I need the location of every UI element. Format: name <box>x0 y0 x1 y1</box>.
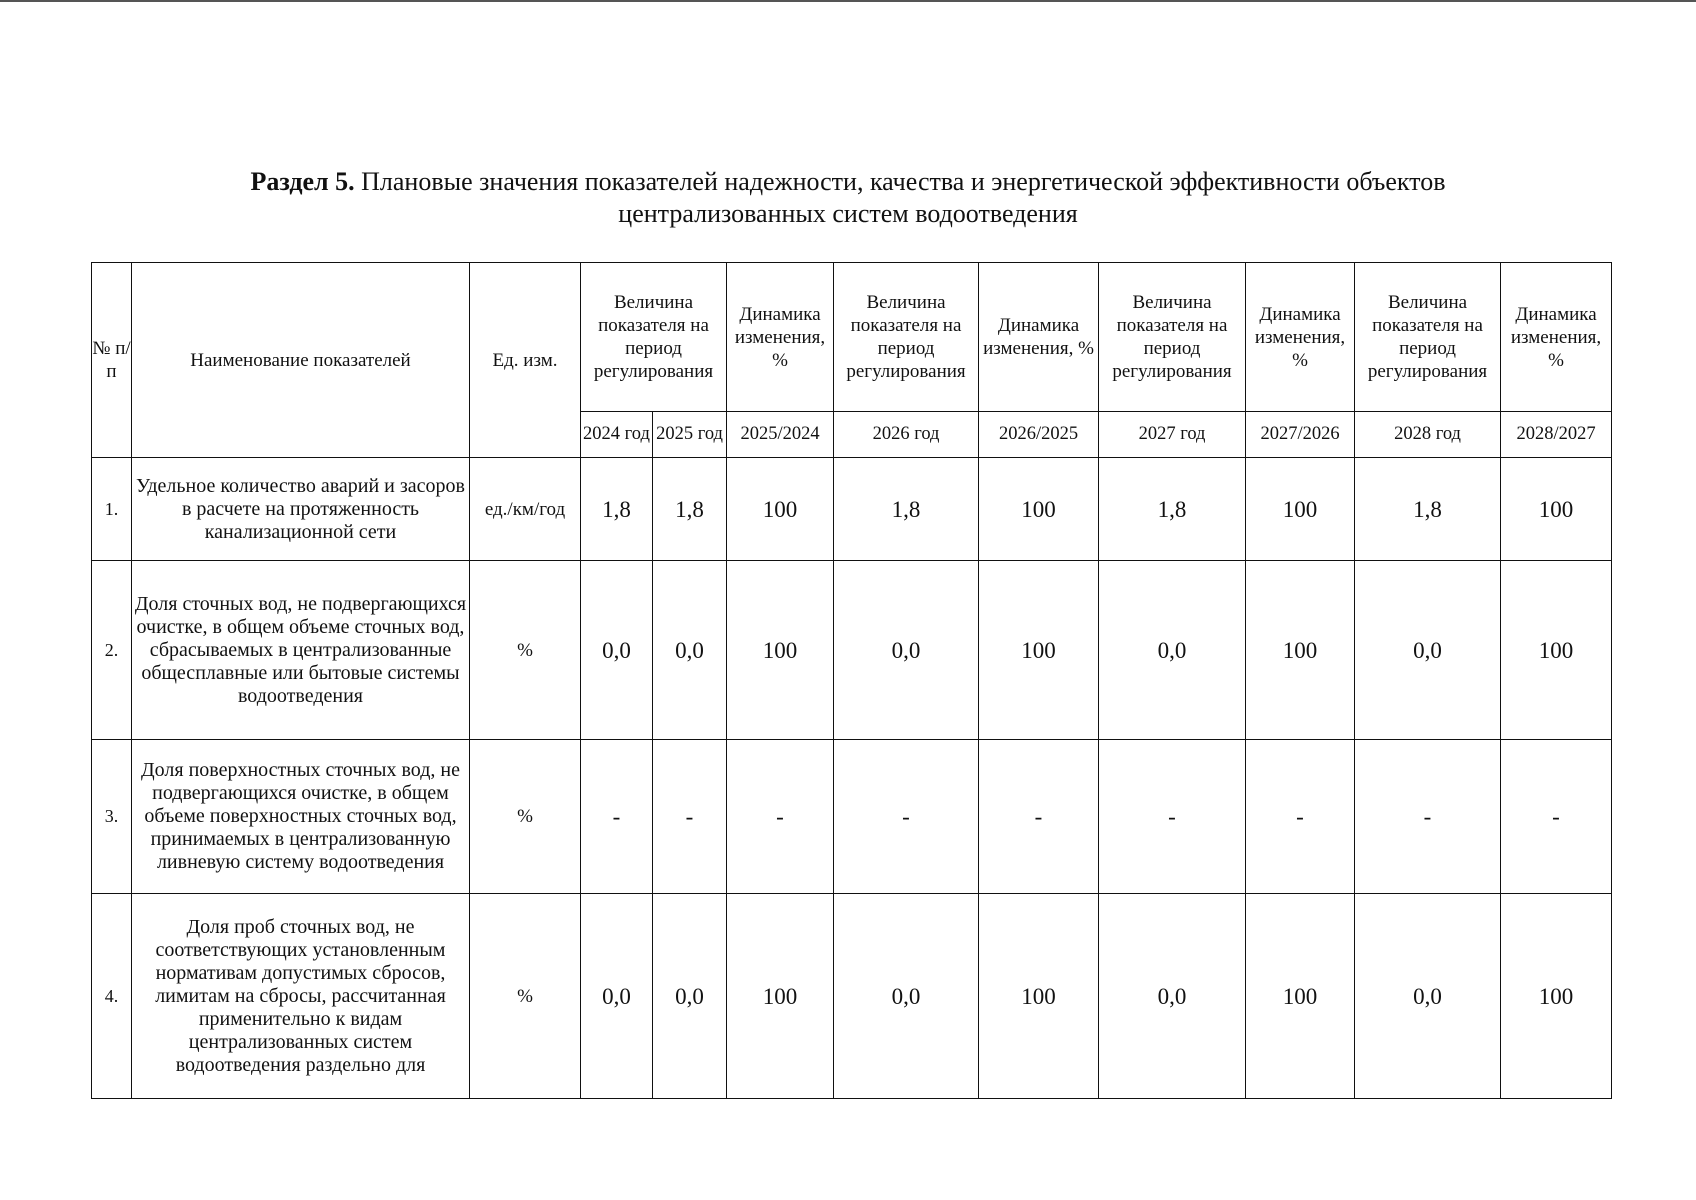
section-title <box>0 166 1696 230</box>
indicator-unit: % <box>470 561 581 740</box>
subheader-2027-2026: 2027/2026 <box>1246 412 1355 458</box>
subheader-2028: 2028 год <box>1355 412 1501 458</box>
value-2024: - <box>581 740 653 894</box>
table-row <box>92 458 1612 561</box>
indicator-unit: ед./км/год <box>470 458 581 561</box>
value-2026: 0,0 <box>834 561 979 740</box>
subheader-2026: 2026 год <box>834 412 979 458</box>
row-number: 4. <box>92 894 132 1099</box>
value-2028: 0,0 <box>1355 894 1501 1099</box>
indicator-name: Доля проб сточных вод, не соответствующих установленным нормативам допустимых сбросов, лимитам на сбросы, рассчитанная применительно к видам централизованных систем водоотведения раздельно для <box>132 894 470 1099</box>
subheader-2027: 2027 год <box>1099 412 1246 458</box>
table-row <box>92 561 1612 740</box>
value-2026: 0,0 <box>834 894 979 1099</box>
dynamics-2028-2027: 100 <box>1501 561 1612 740</box>
dynamics-2026-2025: 100 <box>979 894 1099 1099</box>
dynamics-2027-2026: 100 <box>1246 458 1355 561</box>
dynamics-2028-2027: 100 <box>1501 458 1612 561</box>
subheader-2024: 2024 год <box>581 412 653 458</box>
subheader-2025-2024: 2025/2024 <box>727 412 834 458</box>
value-2026: 1,8 <box>834 458 979 561</box>
subheader-2028-2027: 2028/2027 <box>1501 412 1612 458</box>
col-header-value-2026: Величина показателя на период регулирования <box>834 263 979 412</box>
row-number: 3. <box>92 740 132 894</box>
value-2025: 1,8 <box>653 458 727 561</box>
col-header-dynamics-4: Динамика изменения, % <box>1501 263 1612 412</box>
col-header-num: № п/п <box>92 263 132 458</box>
indicator-name: Доля сточных вод, не подвергающихся очистке, в общем объеме сточных вод, сбрасываемых в централизованные общесплавные или бытовые системы водоотведения <box>132 561 470 740</box>
value-2028: - <box>1355 740 1501 894</box>
row-number: 2. <box>92 561 132 740</box>
value-2027: 1,8 <box>1099 458 1246 561</box>
col-header-value-2027: Величина показателя на период регулирования <box>1099 263 1246 412</box>
dynamics-2026-2025: 100 <box>979 458 1099 561</box>
subheader-2025: 2025 год <box>653 412 727 458</box>
dynamics-2025-2024: 100 <box>727 894 834 1099</box>
indicator-name: Удельное количество аварий и засоров в расчете на протяженность канализационной сети <box>132 458 470 561</box>
dynamics-2026-2025: - <box>979 740 1099 894</box>
dynamics-2028-2027: 100 <box>1501 894 1612 1099</box>
table-row <box>92 894 1612 1099</box>
col-header-value-2028: Величина показателя на период регулирования <box>1355 263 1501 412</box>
value-2024: 0,0 <box>581 894 653 1099</box>
indicator-unit: % <box>470 894 581 1099</box>
col-header-unit: Ед. изм. <box>470 263 581 458</box>
table-row <box>92 740 1612 894</box>
col-header-value-2024-2025: Величина показателя на период регулирования <box>581 263 727 412</box>
value-2024: 0,0 <box>581 561 653 740</box>
indicator-unit: % <box>470 740 581 894</box>
title-line-1: Плановые значения показателей надежности, качества и энергетической эффективности объектов <box>354 167 1446 196</box>
indicator-name: Доля поверхностных сточных вод, не подвергающихся очистке, в общем объеме поверхностных сточных вод, принимаемых в централизованную ливневую систему водоотведения <box>132 740 470 894</box>
header-row <box>92 263 1612 412</box>
col-header-dynamics-3: Динамика изменения, % <box>1246 263 1355 412</box>
value-2025: 0,0 <box>653 894 727 1099</box>
dynamics-2027-2026: - <box>1246 740 1355 894</box>
dynamics-2025-2024: - <box>727 740 834 894</box>
value-2027: 0,0 <box>1099 894 1246 1099</box>
section-number: Раздел 5. <box>250 167 355 196</box>
value-2026: - <box>834 740 979 894</box>
value-2025: 0,0 <box>653 561 727 740</box>
value-2027: - <box>1099 740 1246 894</box>
dynamics-2026-2025: 100 <box>979 561 1099 740</box>
dynamics-2027-2026: 100 <box>1246 894 1355 1099</box>
col-header-name: Наименование показателей <box>132 263 470 458</box>
value-2028: 0,0 <box>1355 561 1501 740</box>
subheader-2026-2025: 2026/2025 <box>979 412 1099 458</box>
value-2027: 0,0 <box>1099 561 1246 740</box>
row-number: 1. <box>92 458 132 561</box>
dynamics-2025-2024: 100 <box>727 458 834 561</box>
dynamics-2028-2027: - <box>1501 740 1612 894</box>
value-2025: - <box>653 740 727 894</box>
indicators-table <box>91 262 1612 1099</box>
value-2028: 1,8 <box>1355 458 1501 561</box>
dynamics-2025-2024: 100 <box>727 561 834 740</box>
col-header-dynamics-1: Динамика изменения, % <box>727 263 834 412</box>
dynamics-2027-2026: 100 <box>1246 561 1355 740</box>
title-line-2: централизованных систем водоотведения <box>618 199 1078 228</box>
col-header-dynamics-2: Динамика изменения, % <box>979 263 1099 412</box>
value-2024: 1,8 <box>581 458 653 561</box>
scan-top-edge <box>0 0 1696 2</box>
